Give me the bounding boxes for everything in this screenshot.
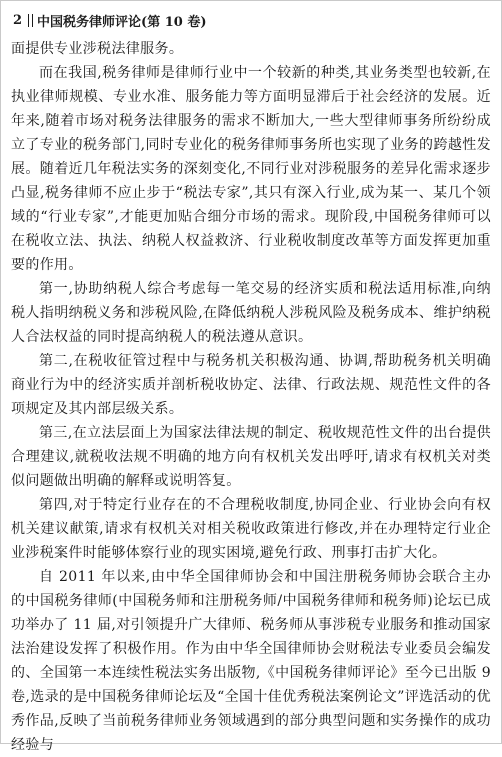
journal-title: 中国税务律师评论(第 10 卷) <box>37 14 207 30</box>
paragraph: 第三,在立法层面上为国家法律法规的制定、税收规范性文件的出台提供合理建议,就税收法规不明确的地方向有权机关发出呼吁,请求有权机关对类似问题做出明确的解释或说明答复。 <box>11 425 491 489</box>
paragraph: 第一,协助纳税人综合考虑每一笔交易的经济实质和税法适用标准,向纳税人指明纳税义务和涉税风险,在降低纳税人涉税风险及税务成本、维护纳税人合法权益的同时提高纳税人的税法遵从意识。 <box>11 281 491 345</box>
paragraph-continuation: 面提供专业涉税法律服务。 <box>11 41 184 57</box>
body-text <box>11 37 491 757</box>
page-number: 2 <box>13 12 23 28</box>
running-header <box>13 7 207 33</box>
paragraph: 第四,对于特定行业存在的不合理税收制度,协同企业、行业协会向有权机关建议献策,请求有权机关对相关税收政策进行修改,并在办理特定行业企业涉税案件时能够体察行业的现实困境,避免行政、刑事打击扩大化。 <box>11 497 491 561</box>
paragraph: 自 2011 年以来,由中华全国律师协会和中国注册税务师协会联合主办的中国税务律师(中国税务师和注册税务师/中国税务律师和税务师)论坛已成功举办了 11 届,对引领提升广大律师、税务师从事涉税专业服务和推动国家法治建设发挥了积极作用。作为由中华全国律师协会财税法专业委员会编发的、全国第一本连续性税法实务出版物,《中国税务律师评论》至今已出版 9 卷,选录的是中国税务律师论坛及“全国十佳优秀税法案例论文”评选活动的优秀作品,反映了当前税务律师业务领域遇到的部分典型问题和实务操作的成功经验与 <box>11 569 491 753</box>
header-divider <box>28 14 33 27</box>
paragraph: 第二,在税收征管过程中与税务机关积极沟通、协调,帮助税务机关明确商业行为中的经济实质并剖析税收协定、法律、行政法规、规范性文件的各项规定及其内部层级关系。 <box>11 353 491 417</box>
paragraph: 而在我国,税务律师是律师行业中一个较新的种类,其业务类型也较新,在执业律师规模、专业水准、服务能力等方面明显滞后于社会经济的发展。近年来,随着市场对税务法律服务的需求不断加大,一些大型律师事务所纷纷成立了专业的税务部门,同时专业化的税务律师事务所也实现了业务的跨越性发展。随着近几年税法实务的深刻变化,不同行业对涉税服务的差异化需求逐步凸显,税务律师不应止步于“税法专家”,其只有深入行业,成为某一、某几个领域的“行业专家”,才能更加贴合细分市场的需求。现阶段,中国税务律师可以在税收立法、执法、纳税人权益救济、行业税收制度改革等方面发挥更加重要的作用。 <box>11 65 491 273</box>
